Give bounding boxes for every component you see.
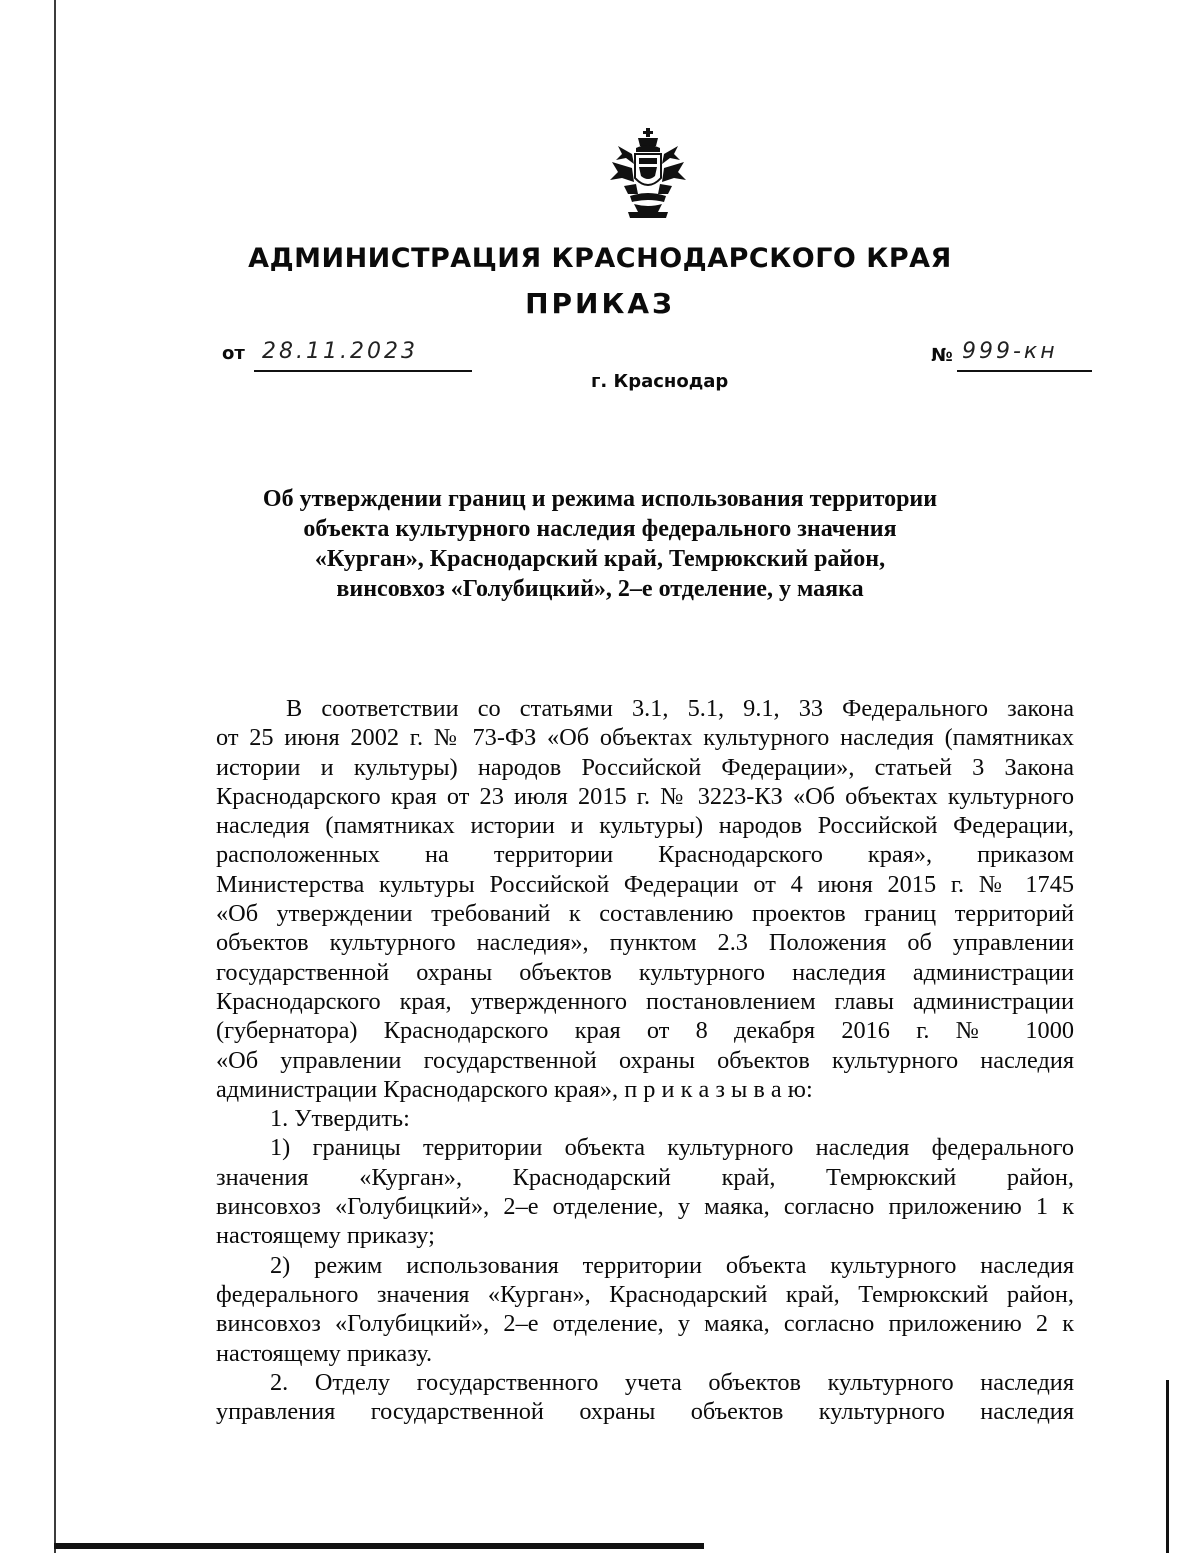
- document-type: ПРИКАЗ: [525, 287, 675, 320]
- title-line: винсовхоз «Голубицкий», 2–е отделение, у маяка: [336, 576, 864, 602]
- organization-name: АДМИНИСТРАЦИЯ КРАСНОДАРСКОГО КРАЯ: [248, 243, 952, 274]
- title-line: «Курган», Краснодарский край, Темрюкский район,: [314, 546, 886, 572]
- title-line: Об утверждении границ и режима использования территории: [262, 486, 938, 512]
- body-line: Министерства культуры Российской Федерации от 4 июня 2015 г. № 1745: [216, 870, 1074, 898]
- item-2-line: федерального значения «Курган», Краснодарский край, Темрюкский район,: [216, 1280, 1074, 1308]
- item-1-line: значения «Курган», Краснодарский край, Темрюкский район,: [216, 1163, 1074, 1191]
- number-value-handwritten: 999-кн: [962, 339, 1058, 364]
- body-line: наследия (памятниках истории и культуры) народов Российской Федерации,: [216, 812, 1074, 840]
- date-value-handwritten: 28.11.2023: [262, 339, 418, 364]
- body-line: Краснодарского края от 23 июля 2015 г. № 3223-КЗ «Об объектах культурного: [216, 782, 1074, 810]
- body-line: Краснодарского края, утвержденного постановлением главы администрации: [216, 987, 1074, 1015]
- body-line: «Об утверждении требований к составлению проектов границ территорий: [216, 900, 1074, 928]
- body-line: истории и культуры) народов Российской Федерации», статьей 3 Закона: [216, 753, 1074, 781]
- clause-2-line: 2. Отделу государственного учета объектов культурного наследия: [270, 1368, 1074, 1396]
- scan-edge-right: [1166, 1380, 1169, 1553]
- body-line: от 25 июня 2002 г. № 73-ФЗ «Об объектах культурного наследия (памятниках: [216, 724, 1074, 752]
- number-underline: [957, 370, 1092, 372]
- body-line: В соответствии со статьями 3.1, 5.1, 9.1, 33 Федерального закона: [286, 695, 1074, 722]
- number-label: №: [931, 345, 953, 366]
- item-2-line: винсовхоз «Голубицкий», 2–е отделение, у маяка, согласно приложению 2 к: [216, 1310, 1074, 1338]
- item-1-line: настоящему приказу;: [216, 1222, 435, 1250]
- clause-1-heading: 1. Утвердить:: [270, 1105, 410, 1133]
- item-2-line: настоящему приказу.: [216, 1339, 433, 1367]
- body-line: расположенных на территории Краснодарского края», приказом: [216, 841, 1074, 869]
- date-underline: [254, 370, 472, 372]
- scan-edge-left: [54, 0, 56, 1553]
- scan-edge-bottom: [54, 1543, 704, 1549]
- coat-of-arms-emblem: [608, 128, 688, 220]
- body-line: (губернатора) Краснодарского края от 8 декабря 2016 г. № 1000: [216, 1017, 1074, 1045]
- body-line: администрации Краснодарского края», п р и к а з ы в а ю:: [216, 1075, 813, 1103]
- body-line: государственной охраны объектов культурного наследия администрации: [216, 958, 1074, 986]
- document-title: [0, 484, 1200, 604]
- city-name: г. Краснодар: [591, 371, 729, 392]
- item-1-line: 1) границы территории объекта культурного наследия федерального: [270, 1134, 1074, 1162]
- item-1-line: винсовхоз «Голубицкий», 2–е отделение, у маяка, согласно приложению 1 к: [216, 1193, 1074, 1221]
- body-line: «Об управлении государственной охраны объектов культурного наследия: [216, 1046, 1074, 1074]
- body-line: объектов культурного наследия», пунктом 2.3 Положения об управлении: [216, 929, 1074, 957]
- document-body: [216, 694, 1074, 1426]
- clause-2-line: управления государственной охраны объектов культурного наследия: [216, 1398, 1074, 1426]
- date-label: от: [222, 343, 245, 364]
- item-2-line: 2) режим использования территории объекта культурного наследия: [270, 1251, 1074, 1279]
- title-line: объекта культурного наследия федерального значения: [303, 516, 897, 542]
